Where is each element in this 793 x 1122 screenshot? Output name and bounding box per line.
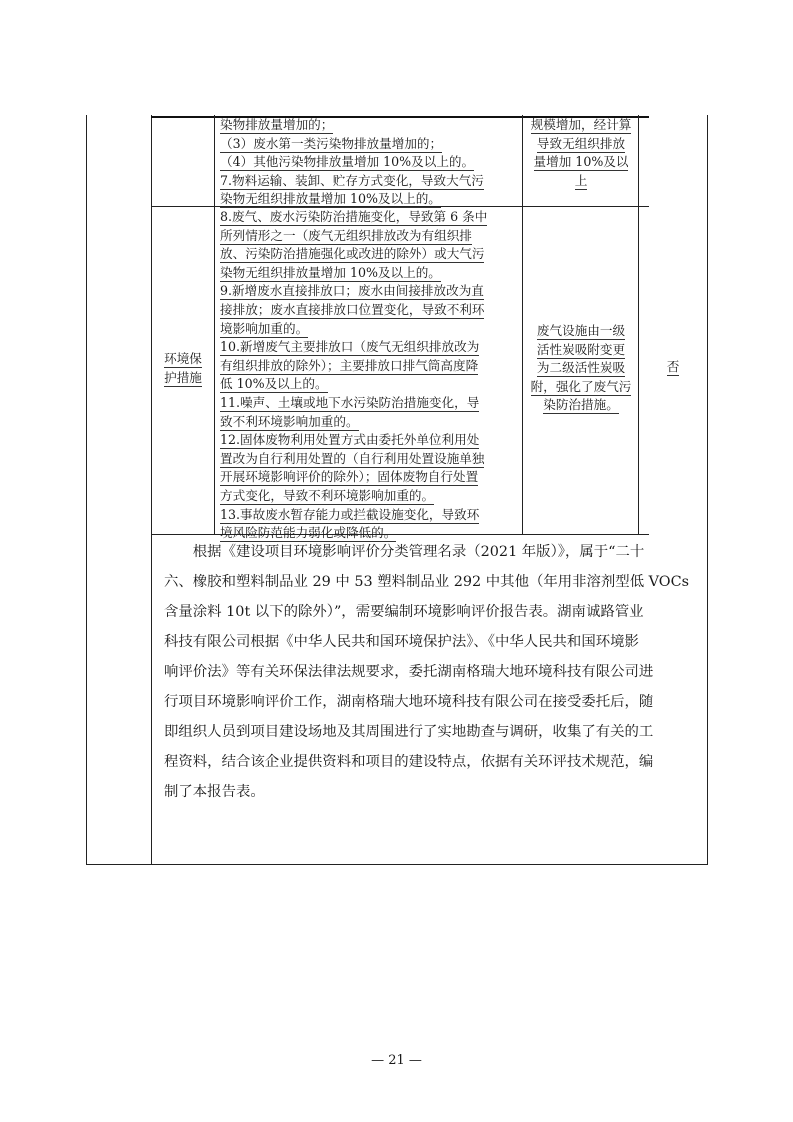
paragraph-line: 程资料，结合该企业提供资料和项目的建设特点，依据有关环评技术规范，编 xyxy=(164,754,654,770)
upper-change-cell xyxy=(524,116,638,190)
judgement-cell xyxy=(639,358,707,377)
criteria-line: 接排放；废水直接排放口位置变化，导致不利环 xyxy=(220,301,485,317)
paragraph-line: 科技有限公司根据《中华人民共和国环境保护法》、《中华人民共和国环境影 xyxy=(164,634,639,650)
upper-criteria-cell xyxy=(220,116,484,209)
change-line: 废气设施由一级 xyxy=(536,323,626,338)
paragraph-line: 根据《建设项目环境影响评价分类管理名录（2021 年版）》，属于“二十 xyxy=(164,544,645,560)
criteria-line: 置改为自行利用处置的（自行利用处置设施单独 xyxy=(220,450,485,466)
paragraph-line: 制了本报告表。 xyxy=(164,784,265,800)
upper-change-line: 上 xyxy=(574,172,588,188)
criteria-line: 境风险防范能力弱化或降低的。 xyxy=(220,525,397,541)
change-line: 为二级活性炭吸 xyxy=(536,360,626,376)
paragraph-line: 响评价法》等有关环保法律法规要求，委托湖南格瑞大地环境科技有限公司进 xyxy=(164,664,654,680)
criteria-line: 9.新增废水直接排放口；废水由间接排放改为直 xyxy=(220,283,484,299)
upper-line: （4）其他污染物排放量增加 10%及以上的。 xyxy=(220,154,475,170)
change-cell xyxy=(524,322,638,415)
change-line: 附，强化了废气污 xyxy=(530,378,632,394)
upper-line: （3）废水第一类污染物排放量增加的； xyxy=(220,135,443,151)
upper-line: 7.物料运输、装卸、贮存方式变化，导致大气污 xyxy=(220,172,484,188)
table-border-bottom xyxy=(86,864,708,865)
change-line: 染防治措施。 xyxy=(543,397,619,413)
change-line: 活性炭吸附变更 xyxy=(536,341,626,357)
paragraph-line: 六、橡胶和塑料制品业 29 中 53 塑料制品业 292 中其他（年用非溶剂型低 VOCs xyxy=(164,574,689,590)
table-border-left xyxy=(86,115,87,865)
table-col-divider-1 xyxy=(151,115,152,865)
criteria-line: 低 10%及以上的。 xyxy=(220,376,328,392)
category-label-line: 环境保 xyxy=(164,351,202,366)
criteria-line: 所列情形之一（废气无组织排放改为有组织排 xyxy=(220,227,472,243)
criteria-line: 12.固体废物利用处置方式由委托外单位利用处 xyxy=(220,432,480,448)
criteria-line: 染物无组织排放量增加 10%及以上的。 xyxy=(220,264,441,280)
paragraph-line: 含量涂料 10t 以下的除外）”，需要编制环境影响评价报告表。湖南诚路管业 xyxy=(164,604,644,620)
upper-change-line: 规模增加，经计算 xyxy=(530,117,632,132)
criteria-line: 13.事故废水暂存能力或拦截设施变化，导致环 xyxy=(220,506,480,522)
judgement-value: 否 xyxy=(666,359,680,374)
criteria-line: 有组织排放的除外）；主要排放口排气筒高度降 xyxy=(220,357,479,373)
paragraph-line: 行项目环境影响评价工作，湖南格瑞大地环境科技有限公司在接受委托后，随 xyxy=(164,694,654,710)
criteria-line: 放、污染防治措施强化或改进的除外）或大气污 xyxy=(220,246,485,262)
paragraph-line: 即组织人员到项目建设场地及其周围进行了实地勘查与调研，收集了有关的工 xyxy=(164,724,654,740)
criteria-cell xyxy=(220,208,487,543)
criteria-line: 8.废气、废水污染防治措施变化，导致第 6 条中 xyxy=(220,209,488,224)
criteria-line: 10.新增废气主要排放口（废气无组织排放改为 xyxy=(220,339,480,355)
upper-line: 染物排放量增加的； xyxy=(220,117,334,132)
criteria-line: 11.噪声、土壤或地下水污染防治措施变化，导 xyxy=(220,394,480,410)
table-border-right xyxy=(707,115,708,865)
criteria-line: 境影响加重的。 xyxy=(220,320,309,336)
category-cell xyxy=(152,350,214,387)
upper-change-line: 量增加 10%及以 xyxy=(533,154,629,170)
criteria-line: 方式变化，导致不利环境影响加重的。 xyxy=(220,487,435,503)
criteria-line: 致不利环境影响加重的。 xyxy=(220,413,359,429)
body-paragraph xyxy=(164,537,694,807)
inner-col-divider-3 xyxy=(638,115,639,535)
inner-col-divider-2 xyxy=(522,115,523,535)
upper-change-line: 导致无组织排放 xyxy=(536,135,626,151)
category-label-line: 护措施 xyxy=(164,369,202,385)
upper-line: 染物无组织排放量增加 10%及以上的。 xyxy=(220,191,441,207)
inner-col-divider-1 xyxy=(214,115,215,535)
page-number: — 21 — xyxy=(371,1053,422,1068)
criteria-line: 开展环境影响评价的除外）；固体废物自行处置 xyxy=(220,469,479,485)
